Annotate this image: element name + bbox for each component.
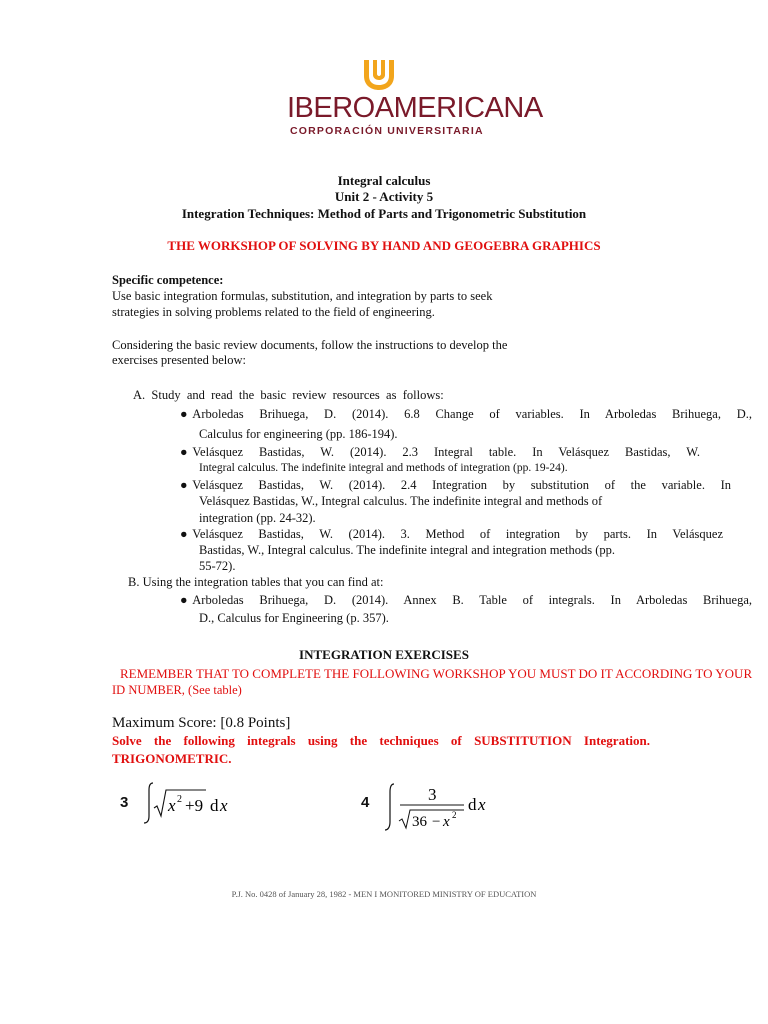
brand-subtitle: CORPORACIÓN UNIVERSITARIA xyxy=(290,125,484,137)
list-item-cont: Calculus for engineering (pp. 186-194). xyxy=(199,427,398,441)
workshop-title: THE WORKSHOP OF SOLVING BY HAND AND GEOGEBRA GRAPHICS xyxy=(167,238,601,253)
list-item-cont: Bastidas, W., Integral calculus. The indefinite integral and integration methods (pp. xyxy=(199,543,615,557)
svg-text:3: 3 xyxy=(428,785,437,804)
topic-title: Integration Techniques: Method of Parts and Trigonometric Substitution xyxy=(181,206,587,221)
list-item-cont: 55-72). xyxy=(199,559,236,573)
course-title: Integral calculus xyxy=(337,173,431,188)
svg-text:2: 2 xyxy=(452,810,457,820)
exercise-number: 3 xyxy=(120,794,129,811)
remember-note: REMEMBER THAT TO COMPLETE THE FOLLOWING WORKSHOP YOU MUST DO IT ACCORDING TO YOUR xyxy=(120,666,753,681)
exercises-heading: INTEGRATION EXERCISES xyxy=(299,647,469,662)
instruction-line: Solve the following integrals using the techniques of SUBSTITUTION Integration. xyxy=(112,733,650,748)
competence-heading: Specific competence: xyxy=(112,273,224,287)
list-b-heading: B. Using the integration tables that you can find at: xyxy=(128,575,384,589)
svg-text:+9: +9 xyxy=(185,796,204,815)
svg-text:x: x xyxy=(220,796,228,815)
integral-expression xyxy=(140,780,250,826)
list-item: ●Velásquez Bastidas, W. (2014). 2.3 Integral table. In Velásquez Bastidas, W. xyxy=(180,445,700,459)
list-item: ●Velásquez Bastidas, W. (2014). 2.4 Integration by substitution of the variable. In xyxy=(180,478,731,492)
footer-note: P.J. No. 0428 of January 28, 1982 - MEN I MONITORED MINISTRY OF EDUCATION xyxy=(231,889,537,899)
list-item: ●Arboledas Brihuega, D. (2014). 6.8 Change of variables. In Arboledas Brihuega, D., xyxy=(180,407,752,421)
list-item-cont: integration (pp. 24-32). xyxy=(199,511,316,525)
university-emblem-icon xyxy=(360,58,398,92)
svg-text:d: d xyxy=(468,795,477,814)
competence-line: Use basic integration formulas, substitution, and integration by parts to seek xyxy=(112,289,493,303)
brand-name: IBEROAMERICANA xyxy=(287,92,543,124)
exercise-number: 4 xyxy=(361,794,370,811)
list-item-cont: Velásquez Bastidas, W., Integral calculus. The indefinite integral and methods of xyxy=(199,494,603,508)
intro-line: Considering the basic review documents, follow the instructions to develop the xyxy=(112,338,508,352)
list-item: ●Arboledas Brihuega, D. (2014). Annex B. Table of integrals. In Arboledas Brihuega, xyxy=(180,593,752,607)
list-item-cont: Integral calculus. The indefinite integral and methods of integration (pp. 19-24). xyxy=(199,462,568,474)
svg-text:−: − xyxy=(432,814,441,830)
unit-title: Unit 2 - Activity 5 xyxy=(334,189,434,204)
list-item: ●Velásquez Bastidas, W. (2014). 3. Method of integration by parts. In Velásquez xyxy=(180,527,723,541)
competence-line: strategies in solving problems related to the field of engineering. xyxy=(112,305,435,319)
list-a-heading: A. Study and read the basic review resources as follows: xyxy=(133,388,444,402)
remember-note-cont: ID NUMBER, (See table) xyxy=(112,683,242,697)
svg-text:36: 36 xyxy=(412,814,427,830)
svg-text:x: x xyxy=(443,814,450,830)
maximum-score: Maximum Score: [0.8 Points] xyxy=(112,715,291,731)
list-item-cont: D., Calculus for Engineering (p. 357). xyxy=(199,611,389,625)
svg-text:d: d xyxy=(210,796,219,815)
instruction-line: TRIGONOMETRIC. xyxy=(112,751,232,766)
intro-line: exercises presented below: xyxy=(112,353,246,367)
svg-text:x: x xyxy=(478,795,486,814)
svg-text:2: 2 xyxy=(177,794,182,805)
svg-text:x: x xyxy=(168,796,176,815)
integral-expression xyxy=(380,780,500,836)
